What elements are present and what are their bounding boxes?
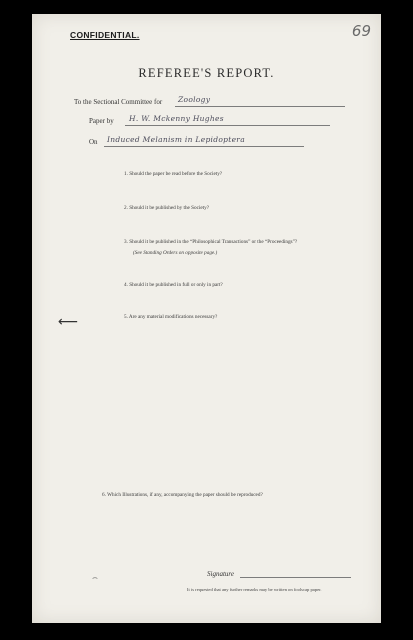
question-4: 4. Should it be published in full or only in part? <box>124 282 223 288</box>
question-3: 3. Should it be published in the “Philosophical Transactions” or the “Proceedings”? <box>124 239 298 245</box>
question-5: 5. Are any material modifications necessary? <box>124 314 218 320</box>
paper-line <box>125 125 330 126</box>
paper-label: Paper by <box>89 117 114 125</box>
question-2: 2. Should it be published by the Society? <box>124 205 210 211</box>
committee-line <box>175 106 345 107</box>
committee-value[interactable]: Zoology <box>178 95 211 104</box>
signature-label: Signature <box>207 570 234 578</box>
report-sheet <box>32 14 381 623</box>
on-line <box>104 146 304 147</box>
question-3-note: (See Standing Orders on opposite page.) <box>133 250 218 256</box>
committee-label: To the Sectional Committee for <box>74 98 163 106</box>
paper-author-value[interactable]: H. W. Mckenny Hughes <box>129 114 224 123</box>
paper-title-value[interactable]: Induced Melanism in Lepidoptera <box>107 135 245 144</box>
footnote: It is requested that any further remarks may be written on foolscap paper. <box>187 587 322 592</box>
signature-line[interactable] <box>240 577 351 578</box>
folio-number: 69 <box>351 22 371 40</box>
question-6: 6. Which Illustrations, if any, accompanying the paper should be reproduced? <box>102 492 263 498</box>
arrow-left-icon: ⟵ <box>58 314 79 330</box>
page-title: REFEREE'S REPORT. <box>138 66 275 80</box>
on-label: On <box>89 138 98 146</box>
question-1: 1. Should the paper be read before the Society? <box>124 171 223 177</box>
pencil-mark-icon: ⌢ <box>92 572 98 582</box>
confidential-heading: CONFIDENTIAL. <box>70 30 140 40</box>
